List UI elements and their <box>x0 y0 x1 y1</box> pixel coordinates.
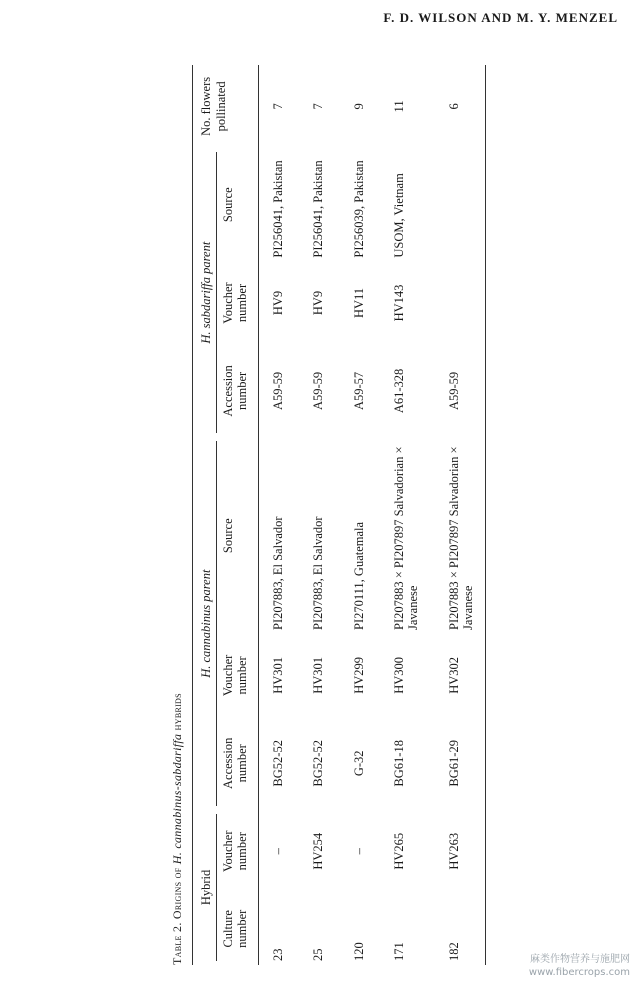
cell-can-source: PI207883, El Salvador <box>258 437 311 634</box>
running-head: F. D. WILSON AND M. Y. MENZEL <box>383 10 618 25</box>
col-can-voucher: Voucher number <box>221 654 250 697</box>
cell-sab-voucher: HV9 <box>311 290 326 316</box>
col-sab-source: Source <box>221 187 235 223</box>
cell-sab-voucher: HV9 <box>258 262 311 345</box>
group-hybrid: Hybrid <box>193 810 220 965</box>
group-sabdariffa: H. sabdariffa parent <box>193 148 220 438</box>
col-can-source: Source <box>221 518 235 554</box>
group-header-row <box>193 65 220 965</box>
cell-can-accession: BG61-18 <box>391 740 406 787</box>
col-hybrid-voucher: Voucher number <box>221 830 250 872</box>
cell-flowers: 9 <box>351 103 366 110</box>
col-sab-voucher: Voucher number <box>221 282 250 324</box>
table-row <box>447 65 486 965</box>
cell-can-accession: BG52-52 <box>258 717 311 810</box>
cell-sab-accession: A59-59 <box>447 344 486 437</box>
caption-label: Table 2. <box>170 922 184 965</box>
caption-species: H. cannabinus-sabdariffa <box>170 733 184 865</box>
caption-text-post: hybrids <box>170 693 184 731</box>
cell-sab-voucher <box>447 262 486 345</box>
watermark-line1: 麻类作物营养与施肥网 <box>530 954 630 965</box>
cell-culture: 120 <box>351 942 366 961</box>
cell-culture: 182 <box>447 893 486 965</box>
cell-culture: 25 <box>311 948 326 961</box>
cell-culture: 23 <box>258 893 311 965</box>
col-sab-accession: Accession number <box>221 365 250 417</box>
cell-can-accession: BG61-29 <box>447 717 486 810</box>
cell-can-voucher: HV301 <box>311 656 326 694</box>
cell-can-voucher: HV302 <box>447 634 486 717</box>
col-flowers-pollinated: No. flowers pollinated <box>199 76 228 136</box>
watermark <box>529 953 630 979</box>
table-row <box>352 65 392 965</box>
cell-flowers: 7 <box>258 65 311 148</box>
table-caption <box>170 693 185 965</box>
cell-hybrid-voucher: – <box>351 848 366 855</box>
cell-hybrid-voucher: HV265 <box>391 832 406 870</box>
origins-table <box>192 65 486 965</box>
cell-can-source: PI270111, Guatemala <box>351 521 366 630</box>
cell-sab-source: USOM, Vietnam <box>391 173 406 258</box>
cell-hybrid-voucher: – <box>258 810 311 893</box>
cell-can-voucher: HV301 <box>258 634 311 717</box>
cell-hybrid-voucher: HV254 <box>311 832 326 870</box>
cell-flowers: 7 <box>311 103 326 110</box>
cell-sab-voucher: HV143 <box>391 284 406 322</box>
group-cannabinus: H. cannabinus parent <box>193 437 220 809</box>
cell-sab-accession: A59-57 <box>351 371 366 411</box>
cell-sab-accession: A59-59 <box>311 371 326 411</box>
cell-culture: 171 <box>391 942 406 961</box>
caption-text-pre: Origins of <box>170 867 184 920</box>
rotated-table-region <box>170 45 620 965</box>
watermark-line2: www.fibercrops.com <box>528 967 630 978</box>
cell-sab-accession: A59-59 <box>258 344 311 437</box>
col-culture-number: Culture number <box>221 909 250 948</box>
cell-can-source: PI207883 × PI207897 Salvadorian × Javanese <box>447 437 486 634</box>
cell-sab-source <box>447 148 486 262</box>
cell-can-accession: G-32 <box>351 750 366 777</box>
cell-sab-source: PI256041, Pakistan <box>311 160 326 258</box>
table-row <box>311 65 351 965</box>
col-can-accession: Accession number <box>221 737 250 789</box>
cell-flowers: 11 <box>391 100 406 113</box>
cell-can-voucher: HV299 <box>351 656 366 694</box>
cell-can-voucher: HV300 <box>391 656 406 694</box>
cell-hybrid-voucher: HV263 <box>447 810 486 893</box>
table-row <box>258 65 311 965</box>
column-header-row <box>219 65 258 965</box>
cell-can-source: PI207883 × PI207897 Salvadorian × Javanese <box>391 446 421 630</box>
cell-sab-accession: A61-328 <box>391 368 406 414</box>
cell-sab-source: PI256041, Pakistan <box>258 148 311 262</box>
cell-flowers: 6 <box>447 65 486 148</box>
cell-sab-voucher: HV11 <box>351 287 366 319</box>
cell-sab-source: PI256039, Pakistan <box>351 160 366 258</box>
table-row <box>392 65 447 965</box>
cell-can-accession: BG52-52 <box>311 740 326 787</box>
cell-can-source: PI207883, El Salvador <box>311 516 326 630</box>
